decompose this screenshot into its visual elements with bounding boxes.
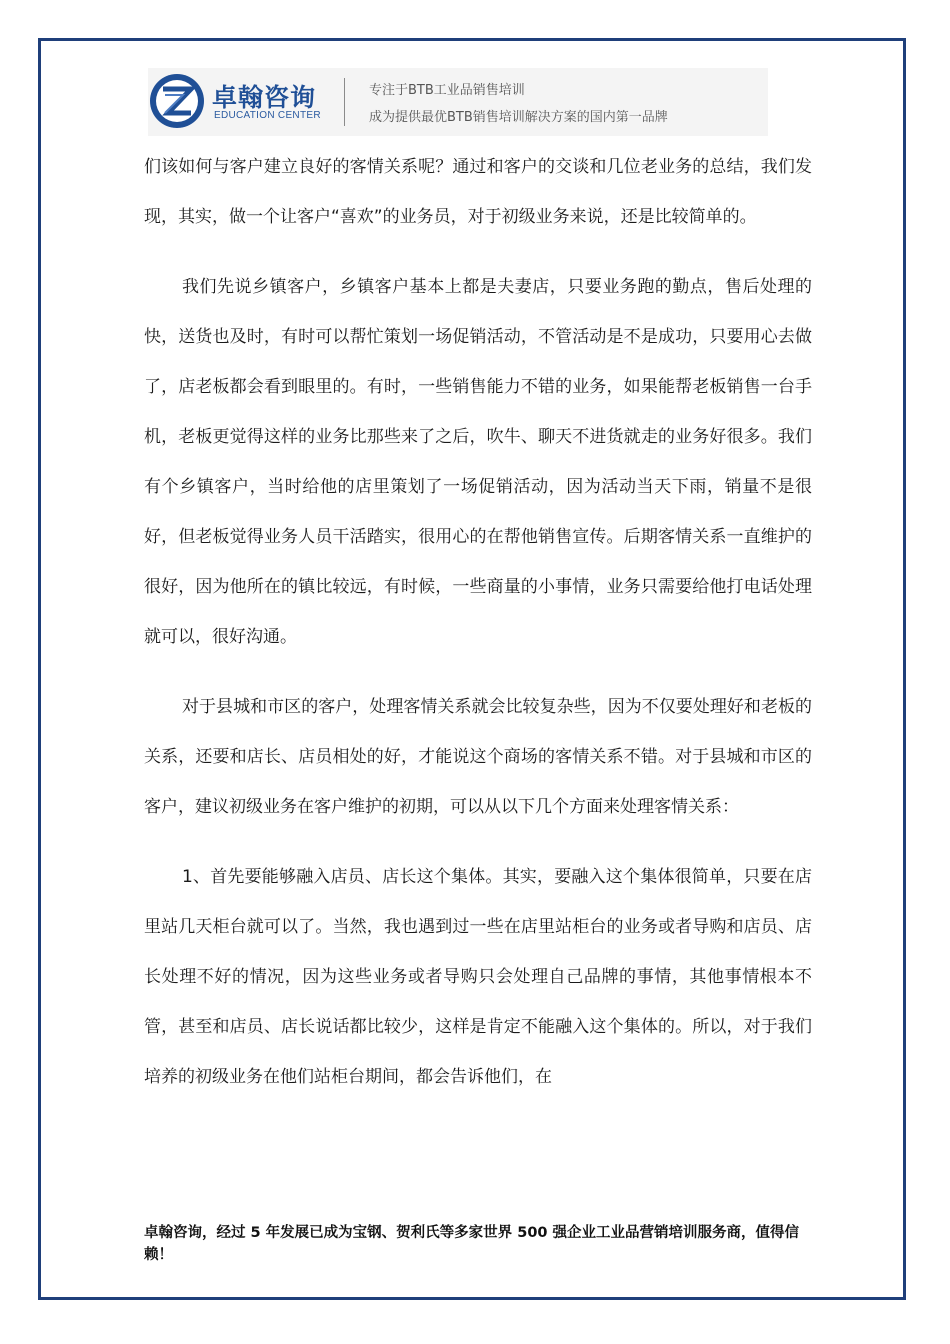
brand-name: 卓翰咨询	[212, 83, 317, 112]
brand-subtitle: EDUCATION CENTER	[214, 110, 321, 121]
footer-note: 卓翰咨询，经过 5 年发展已成为宝钢、贺利氏等多家世界 500 强企业工业品营销培训服务商，值得信赖！	[144, 1225, 800, 1263]
paragraph-1: 们该如何与客户建立良好的客情关系呢？通过和客户的交谈和几位老业务的总结，我们发现，其实，做一个让客户“喜欢”的业务员，对于初级业务来说，还是比较简单的。	[144, 157, 812, 227]
slogan-line-2: 成为提供最优BTB销售培训解决方案的国内第一品牌	[369, 110, 668, 125]
paragraph-3: 对于县城和市区的客户，处理客情关系就会比较复杂些，因为不仅要处理好和老板的关系，还要和店长、店员相处的好，才能说这个商场的客情关系不错。对于县城和市区的客户，建议初级业务在客户维护的初期，可以从以下几个方面来处理客情关系：	[144, 697, 812, 817]
z-circle-logo-icon	[148, 72, 206, 130]
slogan-line-1: 专注于BTB工业品销售培训	[369, 83, 525, 98]
header-divider	[344, 78, 345, 126]
paragraph-2: 我们先说乡镇客户，乡镇客户基本上都是夫妻店，只要业务跑的勤点，售后处理的快，送货也及时，有时可以帮忙策划一场促销活动，不管活动是不是成功，只要用心去做了，店老板都会看到眼里的。有时，一些销售能力不错的业务，如果能帮老板销售一台手机，老板更觉得这样的业务比那些来了之后，吹牛、聊天不进货就走的业务好很多。我们有个乡镇客户，当时给他的店里策划了一场促销活动，因为活动当天下雨，销量不是很好，但老板觉得业务人员干活踏实，很用心的在帮他销售宣传。后期客情关系一直维护的很好，因为他所在的镇比较远，有时候，一些商量的小事情，业务只需要给他打电话处理就可以，很好沟通。	[144, 277, 812, 647]
page-header	[148, 68, 768, 136]
article-body	[144, 142, 812, 1122]
paragraph-4: 1、首先要能够融入店员、店长这个集体。其实，要融入这个集体很简单，只要在店里站几天柜台就可以了。当然，我也遇到过一些在店里站柜台的业务或者导购和店员、店长处理不好的情况，因为这些业务或者导购只会处理自己品牌的事情，其他事情根本不管，甚至和店员、店长说话都比较少，这样是肯定不能融入这个集体的。所以，对于我们培养的初级业务在他们站柜台期间，都会告诉他们，在	[144, 867, 812, 1087]
